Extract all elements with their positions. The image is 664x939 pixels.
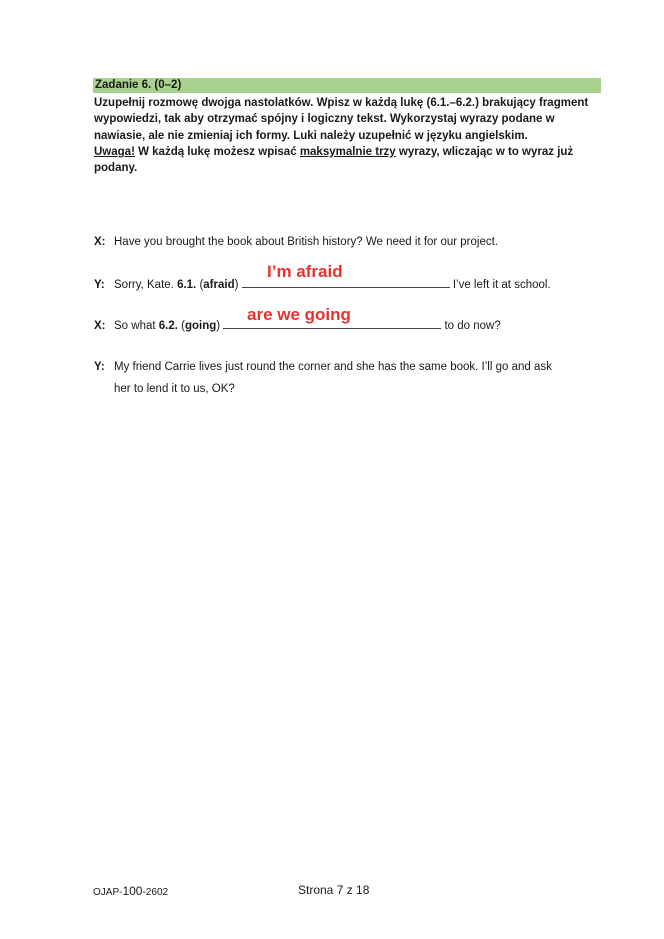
paren-close: ) xyxy=(234,279,242,291)
exam-code-prefix: OJAP- xyxy=(93,887,123,898)
dialog-line-4-continued: her to lend it to us, OK? xyxy=(114,383,235,395)
given-word: going xyxy=(184,320,217,332)
dialog-line-4 xyxy=(94,357,552,377)
dialog-text: So what xyxy=(114,320,159,332)
instructions-text: Uzupełnij rozmowę dwojga nastolatków. Wpisz w każdą lukę (6.1.–6.2.) brakujący fragment wypowiedzi, tak aby otrzymać spójny i logiczny tekst. Wykorzystaj wyrazy podane w nawiasie, ale nie zmieniaj ich formy. Luki należy uzupełnić w języku angielskim. xyxy=(94,97,589,142)
paren-close: ) xyxy=(216,320,224,332)
handwritten-answer-6-1: I’m afraid xyxy=(267,262,343,281)
note-label: Uwaga! xyxy=(94,145,135,158)
given-word: afraid xyxy=(203,279,235,291)
dialog-text: Have you brought the book about British history? We need it for our project. xyxy=(114,236,498,248)
speaker-label: Y: xyxy=(94,279,105,291)
exam-code-suffix: -2602 xyxy=(142,887,169,898)
gap-number: 6.1. xyxy=(177,279,197,291)
note-emphasis: maksymalnie trzy xyxy=(299,145,396,158)
exam-code xyxy=(93,884,168,898)
note-text-end: wyrazy, wliczając w to wyraz już podany. xyxy=(94,145,574,175)
note-text: W każdą lukę możesz wpisać xyxy=(134,145,300,158)
gap-number: 6.2. xyxy=(158,320,178,332)
dialog-text: My friend Carrie lives just round the corner and she has the same book. I’ll go and ask xyxy=(114,361,552,373)
task-header: Zadanie 6. (0–2) xyxy=(93,78,601,93)
page-number: Strona 7 z 18 xyxy=(298,883,370,897)
handwritten-answer-6-2: are we going xyxy=(247,305,351,324)
paren-open: ( xyxy=(177,320,185,332)
dialog-text: I’ve left it at school. xyxy=(449,279,551,291)
task-instructions xyxy=(94,95,599,176)
paren-open: ( xyxy=(196,279,204,291)
speaker-label: Y: xyxy=(94,361,105,373)
speaker-label: X: xyxy=(94,236,106,248)
exam-code-number: 100 xyxy=(122,884,143,898)
dialog-text: Sorry, Kate. xyxy=(114,279,178,291)
dialog-text: to do now? xyxy=(441,320,501,332)
speaker-label: X: xyxy=(94,320,106,332)
dialog-line-1 xyxy=(94,232,498,252)
